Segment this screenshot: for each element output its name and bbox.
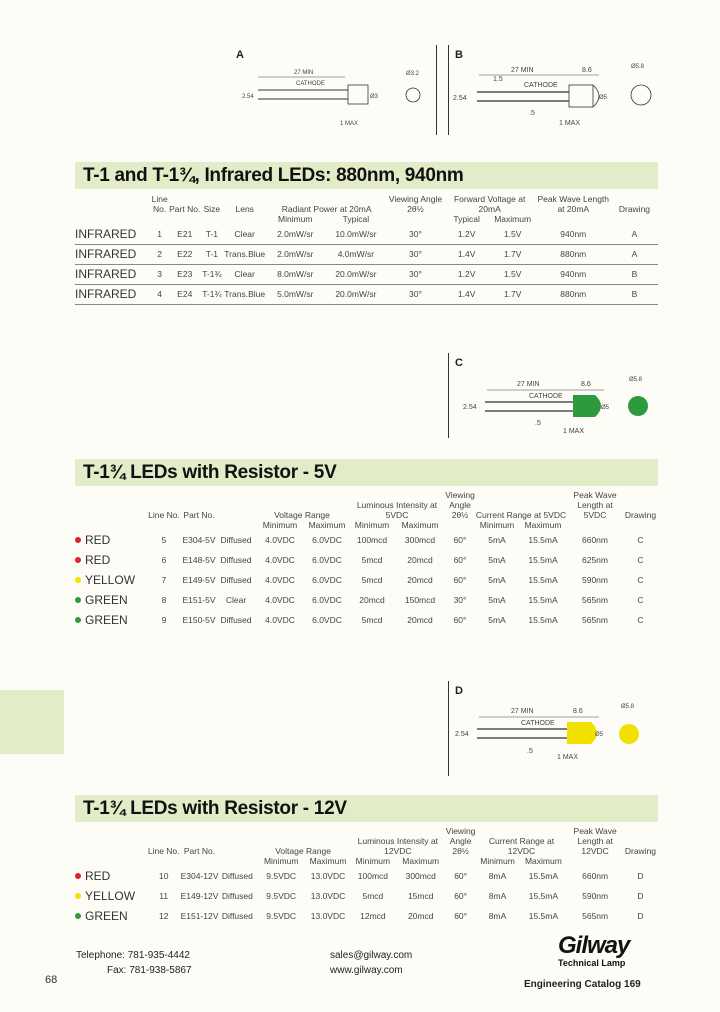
lum-min: 5mcd — [361, 575, 383, 585]
dim-cathode: CATHODE — [521, 720, 555, 727]
table-row — [75, 264, 658, 284]
v-min: 4.0VDC — [265, 575, 295, 585]
peak-wavelength: 660nm — [582, 871, 609, 881]
drawing-ref: D — [637, 871, 644, 881]
drawing-label: C — [455, 357, 463, 369]
size: T-1¾ — [200, 264, 223, 284]
led-type: YELLOW — [85, 573, 136, 587]
part-no: E149-12V — [180, 891, 219, 901]
lum-min: 20mcd — [359, 595, 385, 605]
header-peak: Peak Wave Length at 20mA — [537, 194, 610, 214]
drawing-ref: B — [611, 264, 658, 284]
viewing-angle: 60° — [454, 911, 468, 921]
lum-min: 5mcd — [361, 555, 383, 565]
size: T-1 — [200, 244, 223, 264]
part-no: E304-12V — [180, 871, 219, 881]
fv-max: 1.5V — [490, 224, 536, 244]
led-type: GREEN — [85, 909, 128, 923]
header-voltage: Voltage Range — [274, 510, 330, 520]
dim-body: 8.6 — [581, 381, 591, 388]
red-dot-icon — [75, 537, 81, 543]
lens: Diffused — [221, 871, 253, 881]
fv-typ: 1.2V — [444, 264, 490, 284]
line-no: 5 — [161, 535, 167, 545]
fv-max: 1.7V — [490, 284, 536, 304]
led-type: YELLOW — [85, 889, 136, 903]
header-drawing: Drawing — [618, 204, 651, 214]
drawing-ref: C — [637, 615, 644, 625]
drawing-b — [448, 45, 659, 135]
cur-min: 8mA — [488, 911, 507, 921]
drawing-ref: C — [637, 595, 644, 605]
v-min: 4.0VDC — [265, 595, 295, 605]
dim-dia: Ø3 — [370, 94, 379, 100]
part-no: E149-5V — [182, 575, 216, 585]
part-no: E151-12V — [180, 911, 219, 921]
led-type: INFRARED — [75, 264, 150, 284]
green-dot-icon — [75, 597, 81, 603]
red-dot-icon — [75, 873, 81, 879]
footer-email[interactable]: sales@gilway.com — [330, 950, 413, 961]
fv-typ: 1.4V — [444, 244, 490, 264]
cur-min: 8mA — [488, 891, 507, 901]
drawing-ref: D — [637, 891, 644, 901]
dim-lead-small: .5 — [529, 110, 535, 117]
section-title: T-1 and T-1¾, Infrared LEDs: 880nm, 940nm — [83, 165, 464, 186]
header-fv-max: Maximum — [494, 214, 532, 224]
part-no: E24 — [169, 284, 200, 304]
line-no: 3 — [150, 264, 169, 284]
table-row — [75, 284, 658, 304]
header-cur-max: Maximum — [524, 520, 562, 530]
header-v-max: Maximum — [309, 856, 347, 866]
cur-min: 5mA — [488, 555, 506, 565]
cur-min: 5mA — [488, 535, 506, 545]
line-no: 9 — [161, 615, 167, 625]
led-type: INFRARED — [75, 284, 150, 304]
viewing-angle: 60° — [453, 555, 467, 565]
viewing-angle: 30° — [387, 264, 443, 284]
led-diagram-b — [449, 45, 659, 135]
red-dot-icon — [75, 557, 81, 563]
dim-dia: Ø5 — [599, 95, 608, 101]
peak-wavelength: 880nm — [536, 284, 611, 304]
lens: Clear — [223, 224, 266, 244]
led-type-cell — [75, 610, 147, 630]
dim-lead-left: 1.5 — [493, 76, 503, 83]
led-type: INFRARED — [75, 244, 150, 264]
table-row — [75, 550, 658, 570]
lens: Diffused — [221, 911, 253, 921]
v-min: 9.5VDC — [266, 891, 297, 901]
dim-cathode: CATHODE — [524, 82, 558, 89]
radiant-typ: 20.0mW/sr — [325, 284, 388, 304]
header-voltage: Voltage Range — [275, 846, 332, 856]
radiant-typ: 4.0mW/sr — [325, 244, 388, 264]
header-current: Current Range at 12VDC — [488, 836, 555, 856]
cur-min: 5mA — [488, 575, 506, 585]
viewing-angle: 60° — [453, 575, 467, 585]
cur-min: 5mA — [488, 615, 506, 625]
lens: Diffused — [221, 891, 253, 901]
radiant-min: 2.0mW/sr — [266, 224, 325, 244]
lens: Clear — [223, 264, 266, 284]
header-lens — [217, 490, 255, 520]
header-cur-min: Minimum — [480, 856, 515, 866]
peak-wavelength: 565nm — [582, 595, 608, 605]
header-viewing: Viewing Angle 2θ½ — [388, 194, 443, 214]
lum-max: 20mcd — [407, 615, 433, 625]
led-type-cell — [75, 570, 147, 590]
part-no: E22 — [169, 244, 200, 264]
cur-min: 8mA — [488, 871, 507, 881]
led-front — [619, 724, 639, 744]
lum-min: 100mcd — [357, 871, 389, 881]
header-lens: Lens — [235, 204, 254, 214]
gilway-logo — [558, 934, 650, 968]
header-part: Part No. — [183, 510, 215, 520]
header-cur-min: Minimum — [479, 520, 515, 530]
peak-wavelength: 590nm — [582, 575, 608, 585]
dim-length: 27 MIN — [294, 70, 314, 76]
dim-dia: Ø5 — [595, 732, 604, 738]
radiant-typ: 20.0mW/sr — [325, 264, 388, 284]
infrared-table — [75, 194, 658, 305]
line-no: 11 — [159, 891, 169, 901]
section-5v-header — [75, 459, 658, 486]
lens: Trans.Blue — [223, 284, 266, 304]
drawing-label: D — [455, 685, 463, 697]
v-max: 6.0VDC — [312, 555, 342, 565]
cur-max: 15.5mA — [528, 595, 558, 605]
header-peak: Peak Wave Length at 5VDC — [573, 490, 617, 520]
cur-max: 15.5mA — [528, 911, 559, 921]
lum-min: 5mcd — [362, 891, 384, 901]
viewing-angle: 30° — [387, 244, 443, 264]
led-type-cell — [75, 866, 147, 886]
v-min: 9.5VDC — [266, 911, 297, 921]
viewing-angle: 60° — [453, 615, 467, 625]
header-lum-max: Maximum — [401, 520, 439, 530]
dim-lead: 1 MAX — [559, 120, 581, 127]
dim-lead-small: .5 — [535, 420, 541, 427]
viewing-angle: 60° — [454, 891, 468, 901]
part-no: E23 — [169, 264, 200, 284]
fv-typ: 1.2V — [444, 224, 490, 244]
lum-max: 300mcd — [404, 535, 436, 545]
drawing-ref: D — [637, 911, 644, 921]
drawing-ref: C — [637, 575, 644, 585]
table-row — [75, 224, 658, 244]
header-current: Current Range at 5VDC — [475, 510, 567, 520]
radiant-typ: 10.0mW/sr — [325, 224, 388, 244]
header-peak: Peak Wave Length at 12VDC — [573, 826, 617, 856]
line-no: 4 — [150, 284, 169, 304]
cur-max: 15.5mA — [528, 891, 559, 901]
drawing-label: B — [455, 49, 463, 61]
lum-max: 20mcd — [407, 555, 433, 565]
fv-max: 1.5V — [490, 264, 536, 284]
part-no: E148-5V — [182, 555, 216, 565]
led-type: INFRARED — [75, 224, 150, 244]
header-forward: Forward Voltage at 20mA — [453, 194, 526, 214]
header-line: Line No. — [151, 194, 168, 214]
led-front — [628, 396, 648, 416]
header-viewing: Viewing Angle 2θ½ — [445, 490, 475, 520]
lens: Diffused — [220, 535, 252, 545]
led-type-cell — [75, 590, 147, 610]
dim-dia: Ø5 — [601, 405, 610, 411]
line-no: 7 — [161, 575, 167, 585]
part-no: E151-5V — [182, 595, 216, 605]
cur-max: 15.5mA — [528, 871, 559, 881]
header-luminous: Luminous Intensity at 12VDC — [357, 836, 438, 856]
table-row — [75, 530, 658, 550]
dim-pitch: 2.54 — [242, 94, 254, 100]
dim-lead-small: .5 — [527, 748, 533, 755]
v-min: 4.0VDC — [265, 615, 295, 625]
lum-min: 5mcd — [361, 615, 383, 625]
header-lum-min: Minimum — [354, 520, 390, 530]
v-max: 13.0VDC — [310, 911, 346, 921]
drawing-ref: B — [611, 284, 658, 304]
dim-length: 27 MIN — [517, 381, 540, 388]
peak-wavelength: 940nm — [536, 264, 611, 284]
header-v-min: Minimum — [263, 856, 299, 866]
viewing-angle: 30° — [387, 284, 443, 304]
drawing-ref: C — [637, 535, 644, 545]
header-part: Part No. — [169, 204, 201, 214]
brand-sub: Technical Lamp — [558, 958, 626, 968]
peak-wavelength: 565nm — [582, 615, 608, 625]
led-type-cell — [75, 530, 147, 550]
part-no: E150-5V — [182, 615, 216, 625]
page-number: 68 — [45, 974, 58, 986]
led-body — [567, 722, 591, 744]
line-no: 6 — [161, 555, 167, 565]
footer-web[interactable]: www.gilway.com — [330, 965, 403, 976]
side-tab — [0, 690, 64, 754]
v-min: 4.0VDC — [265, 535, 295, 545]
header-part: Part No. — [183, 846, 216, 856]
drawing-ref: C — [637, 555, 644, 565]
peak-wavelength: 660nm — [582, 535, 608, 545]
viewing-angle: 60° — [453, 535, 467, 545]
radiant-min: 8.0mW/sr — [266, 264, 325, 284]
table-row — [75, 570, 658, 590]
v-max: 13.0VDC — [310, 891, 346, 901]
part-no: E21 — [169, 224, 200, 244]
peak-wavelength: 880nm — [536, 244, 611, 264]
led-type: RED — [85, 533, 111, 547]
dim-lead: 1 MAX — [557, 754, 579, 761]
peak-wavelength: 940nm — [536, 224, 611, 244]
peak-wavelength: 590nm — [582, 891, 609, 901]
line-no: 10 — [158, 871, 169, 881]
drawing-c — [448, 353, 659, 438]
lum-max: 20mcd — [407, 575, 433, 585]
dim-length: 27 MIN — [511, 708, 534, 715]
v-max: 6.0VDC — [312, 595, 342, 605]
dim-lead: 1 MAX — [563, 428, 585, 435]
header-rad-min: Minimum — [278, 214, 313, 224]
header-line: Line No. — [147, 846, 180, 856]
dim-pitch: 2.54 — [463, 404, 477, 411]
brand-name: Gilway — [558, 932, 630, 959]
section-title: T-1¾ LEDs with Resistor - 12V — [83, 798, 347, 819]
green-dot-icon — [75, 913, 81, 919]
header-lens — [218, 826, 256, 856]
lum-max: 150mcd — [404, 595, 436, 605]
table-row — [75, 866, 658, 886]
dim-lead: 1 MAX — [340, 121, 359, 127]
table-row — [75, 244, 658, 264]
dim-side: Ø3.2 — [406, 71, 420, 77]
lens: Diffused — [220, 575, 252, 585]
line-no: 12 — [158, 911, 169, 921]
viewing-angle: 60° — [454, 871, 468, 881]
header-line: Line No. — [148, 510, 180, 520]
line-no: 8 — [161, 595, 167, 605]
peak-wavelength: 625nm — [582, 555, 608, 565]
fv-typ: 1.4V — [444, 284, 490, 304]
part-no: E304-5V — [182, 535, 216, 545]
yellow-dot-icon — [75, 577, 81, 583]
cur-max: 15.5mA — [528, 615, 558, 625]
lens: Clear — [225, 595, 247, 605]
dim-cathode: CATHODE — [296, 81, 325, 87]
table-row — [75, 906, 658, 926]
header-rad-typ: Typical — [342, 214, 370, 224]
header-fv-typ: Typical — [453, 214, 480, 224]
header-size: Size — [203, 204, 221, 214]
dim-cathode: CATHODE — [529, 393, 563, 400]
catalog-label: Engineering Catalog 169 — [524, 979, 641, 990]
dim-side: Ø5.8 — [629, 377, 643, 383]
drawing-label: A — [236, 49, 244, 61]
green-dot-icon — [75, 617, 81, 623]
header-lum-max: Maximum — [402, 856, 440, 866]
lum-min: 12mcd — [360, 911, 386, 921]
drawing-ref: A — [611, 224, 658, 244]
header-radiant: Radiant Power at 20mA — [281, 204, 372, 214]
v-max: 6.0VDC — [312, 615, 342, 625]
footer-fax: Fax: 781-938-5867 — [107, 965, 192, 976]
dim-side: Ø5.8 — [621, 704, 635, 710]
led-diagram-d — [449, 681, 659, 776]
cur-max: 15.5mA — [528, 555, 558, 565]
section-infrared-header — [75, 162, 658, 189]
v-max: 6.0VDC — [312, 575, 342, 585]
dim-side: Ø5.8 — [631, 64, 645, 70]
yellow-dot-icon — [75, 893, 81, 899]
v-min: 9.5VDC — [266, 871, 297, 881]
led-type-cell — [75, 886, 147, 906]
infrared-rows — [75, 224, 658, 304]
peak-wavelength: 565nm — [582, 911, 609, 921]
header-lum-min: Minimum — [355, 856, 391, 866]
radiant-min: 5.0mW/sr — [266, 284, 325, 304]
dim-pitch: 2.54 — [455, 731, 469, 738]
lum-max: 300mcd — [405, 871, 436, 881]
size: T-1¾ — [200, 284, 223, 304]
led-diagram-a — [230, 45, 436, 135]
lens: Diffused — [220, 555, 252, 565]
footer-telephone: Telephone: 781-935-4442 — [76, 950, 190, 961]
table-row — [75, 886, 658, 906]
v-min: 4.0VDC — [265, 555, 295, 565]
header-luminous: Luminous Intensity at 5VDC — [356, 500, 438, 520]
fv-max: 1.7V — [490, 244, 536, 264]
dim-body: 8.6 — [573, 708, 583, 715]
lum-max: 15mcd — [407, 891, 434, 901]
dim-pitch: 2.54 — [453, 95, 467, 102]
drawing-d — [448, 681, 659, 776]
led-type: RED — [85, 869, 111, 883]
led-diagram-c — [449, 353, 659, 438]
radiant-min: 2.0mW/sr — [266, 244, 325, 264]
drawing-ref: A — [611, 244, 658, 264]
resistor-12v-table — [75, 826, 658, 926]
v-max: 6.0VDC — [312, 535, 342, 545]
led-type: GREEN — [85, 593, 128, 607]
led-body — [573, 395, 595, 417]
dim-body: 8.6 — [582, 67, 592, 74]
led-type: RED — [85, 553, 111, 567]
table-row — [75, 610, 658, 630]
line-no: 2 — [150, 244, 169, 264]
lum-min: 100mcd — [356, 535, 388, 545]
lum-max: 20mcd — [407, 911, 434, 921]
section-title: T-1¾ LEDs with Resistor - 5V — [83, 462, 337, 483]
lens: Trans.Blue — [223, 244, 266, 264]
v-max: 13.0VDC — [310, 871, 346, 881]
cur-max: 15.5mA — [528, 575, 558, 585]
viewing-angle: 30° — [387, 224, 443, 244]
header-cur-max: Maximum — [524, 856, 562, 866]
size: T-1 — [200, 224, 223, 244]
dim-length: 27 MIN — [511, 67, 534, 74]
lens: Diffused — [220, 615, 252, 625]
line-no: 1 — [150, 224, 169, 244]
led-type-cell — [75, 906, 147, 926]
led-type: GREEN — [85, 613, 128, 627]
table-row — [75, 590, 658, 610]
header-viewing: Viewing Angle 2θ½ — [445, 826, 476, 856]
cur-max: 15.5mA — [528, 535, 558, 545]
section-12v-header — [75, 795, 658, 822]
resistor-5v-table — [75, 490, 658, 630]
cur-min: 5mA — [488, 595, 506, 605]
header-drawing: Drawing — [624, 510, 657, 520]
viewing-angle: 30° — [453, 595, 467, 605]
led-type-cell — [75, 550, 147, 570]
header-drawing: Drawing — [624, 846, 657, 856]
header-v-max: Maximum — [308, 520, 346, 530]
drawing-a — [230, 45, 437, 135]
header-v-min: Minimum — [262, 520, 298, 530]
